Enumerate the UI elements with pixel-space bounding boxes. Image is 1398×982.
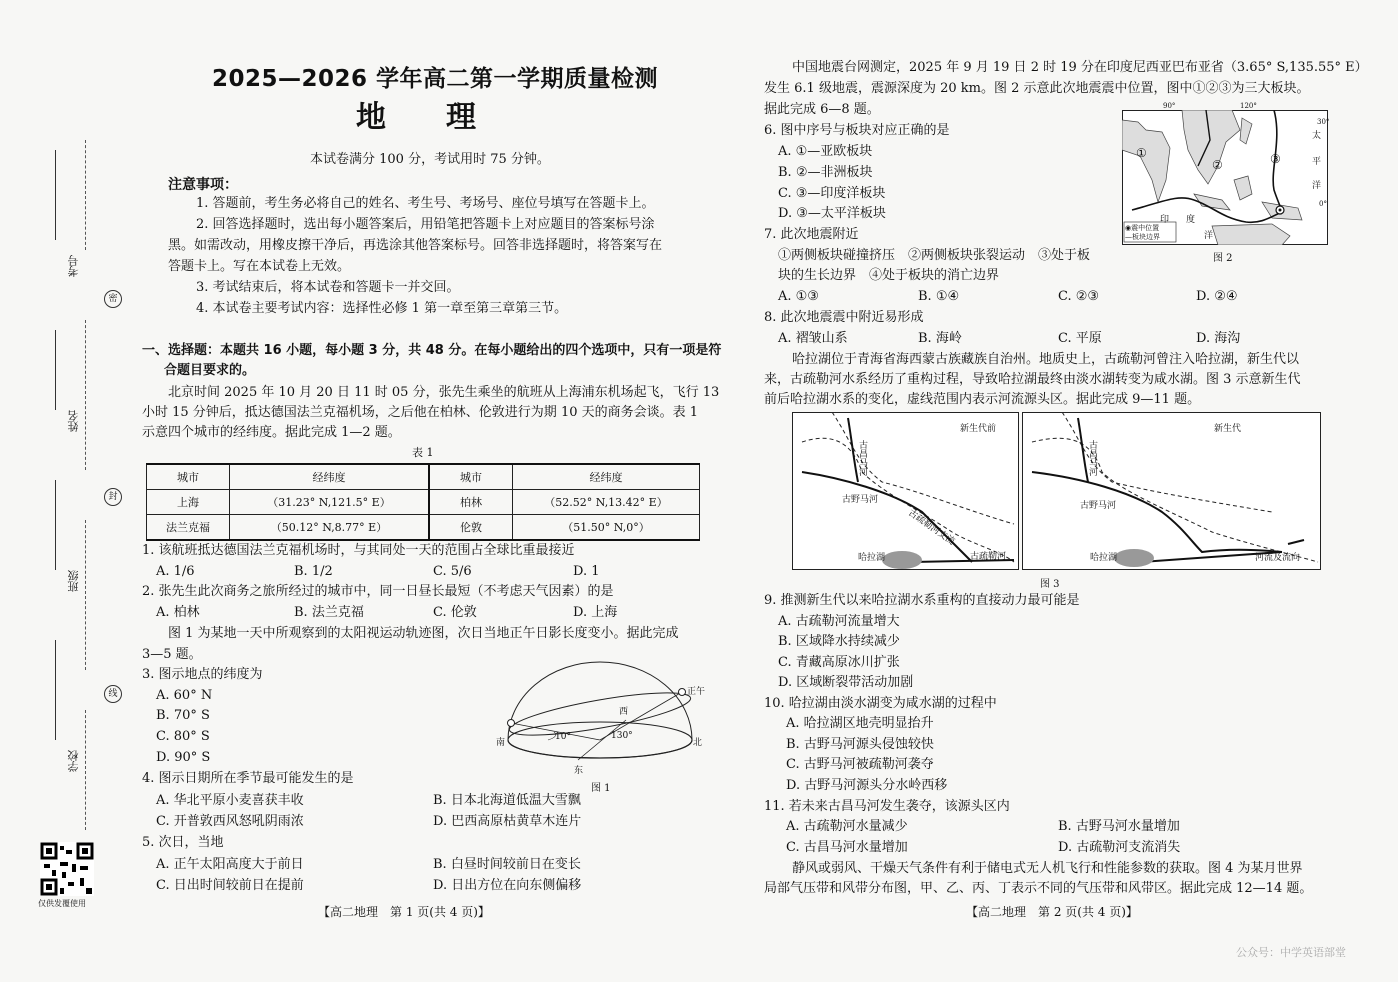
option: A. 正午太阳高度大于前日: [156, 857, 304, 872]
question-10: 10. 哈拉湖由淡水湖变为咸水湖的过程中: [764, 696, 997, 711]
option: A. 古疏勒河流量增大: [778, 614, 900, 629]
table-cell: 伦敦: [429, 515, 513, 541]
question-8: 8. 此次地震震中附近易形成: [764, 310, 924, 325]
option: B. 海岭: [918, 331, 962, 346]
fig2-label-lon: 90°: [1163, 102, 1176, 110]
option: A. 古疏勒河水量减少: [786, 819, 908, 834]
option: A. 哈拉湖区地壳明显抬升: [786, 716, 934, 731]
fig2-ocean-label: 洋: [1204, 231, 1214, 241]
question-11: 11. 若未来古昌马河发生袭夺，该源头区内: [764, 799, 1010, 814]
table-row: [147, 515, 700, 541]
option: A. ①—亚欧板块: [778, 144, 873, 159]
table-caption: 表 1: [412, 446, 434, 459]
option: B. 古野马河水量增加: [1058, 819, 1180, 834]
option: D. ③—太平洋板块: [778, 206, 886, 221]
table-header: 经纬度: [513, 464, 700, 490]
fig1-label-west: 西: [619, 707, 629, 717]
fig1-label-east: 东: [574, 766, 584, 776]
fig2-ocean-label: 太: [1312, 131, 1322, 141]
fig2-legend-epicenter: ◉震中位置: [1125, 224, 1160, 232]
fig3-left-title: 新生代前: [960, 424, 997, 434]
footer-page-2: 【高二地理 第 2 页(共 4 页)】: [966, 905, 1138, 919]
table-cell: 上海: [147, 490, 230, 515]
notice-line: 黑。如需改动，用橡皮擦干净后，再选涂其他答案标号。回答非选择题时，将答案写在: [168, 238, 663, 253]
notice-line: 4. 本试卷主要考试内容：选择性必修 1 第一章至第三章第三节。: [196, 301, 568, 316]
fig2-plate-3: ③: [1270, 152, 1281, 166]
option: A. 1/6: [156, 564, 195, 579]
notice-line: 1. 答题前，考生务必将自己的姓名、考生号、考场号、座位号填写在答题卡上。: [196, 196, 655, 211]
table-cell: （50.12° N,8.77° E）: [230, 515, 430, 541]
option: C. 5/6: [433, 564, 472, 579]
fig3-label: 哈拉湖: [1090, 553, 1118, 563]
fig2-label-lat: 0°: [1319, 200, 1327, 208]
fig1-label-angle: 130°: [611, 731, 633, 741]
option: C. ③—印度洋板块: [778, 186, 886, 201]
question-7-statement: ①两侧板块碰撞挤压 ②两侧板块张裂运动 ③处于板: [778, 248, 1091, 263]
passage-line: 发生 6.1 级地震，震源深度为 20 km。图 2 示意此次地震震中位置，图中①②③为三大板块。: [764, 81, 1310, 96]
option: B. 古野马河源头侵蚀较快: [786, 737, 934, 752]
table-header: 经纬度: [230, 464, 430, 490]
qr-code-icon: [40, 842, 94, 896]
option: C. 开普敦西风怒吼阴雨浓: [156, 814, 304, 829]
question-9: 9. 推测新生代以来哈拉湖水系重构的直接动力最可能是: [764, 593, 1080, 608]
score-note: 本试卷满分 100 分，考试用时 75 分钟。: [310, 152, 550, 167]
option: B. ②—非洲板块: [778, 165, 873, 180]
binding-line: [85, 710, 86, 830]
notice-line: 3. 考试结束后，将本试卷和答题卡一并交回。: [196, 280, 460, 295]
city-coordinates-table: [146, 463, 700, 541]
option: D. 古野马河源头分水岭西移: [786, 778, 948, 793]
table-cell: （31.23° N,121.5° E）: [230, 490, 430, 515]
fill-line: [55, 150, 56, 240]
fig3-label: 古疏勒河支流: [906, 508, 957, 548]
fig3-label: 古昌马河: [857, 440, 867, 476]
option: D. 上海: [573, 605, 618, 620]
option: C. 青藏高原冰川扩张: [778, 655, 900, 670]
passage-line: 局部气压带和风带分布图，甲、乙、丙、丁表示不同的气压带和风带区。据此完成 12—14 题。: [764, 881, 1313, 896]
table-row: [147, 490, 700, 515]
fig1-label-north: 北: [693, 738, 703, 748]
question-7-statement: 块的生长边界 ④处于板块的消亡边界: [778, 268, 1000, 283]
fig3-label: 古野马河: [842, 495, 879, 505]
table-cell: 柏林: [429, 490, 513, 515]
fill-line: [55, 480, 56, 570]
question-7: 7. 此次地震附近: [764, 227, 859, 242]
option: D. 区域断裂带活动加剧: [778, 675, 914, 690]
option: B. 70° S: [156, 708, 210, 723]
option: D. 海沟: [1196, 331, 1241, 346]
option: B. ①④: [918, 289, 960, 304]
option: B. 日本北海道低温大雪飘: [433, 793, 581, 808]
option: C. 古野马河被疏勒河袭夺: [786, 757, 934, 772]
figure-2-caption: 图 2: [1213, 253, 1233, 264]
binding-line: [85, 320, 86, 470]
fig2-label-lon: 120°: [1240, 102, 1257, 110]
option: C. ②③: [1058, 289, 1100, 304]
question-3: 3. 图示地点的纬度为: [142, 667, 263, 682]
footer-page-1: 【高二地理 第 1 页(共 4 页)】: [318, 905, 490, 919]
binding-line: [85, 520, 86, 670]
exam-title: 2025—2026 学年高二第一学期质量检测: [212, 66, 659, 92]
fig2-ocean-label: 平: [1312, 157, 1322, 167]
table-header: 城市: [429, 464, 513, 490]
table-cell: 法兰克福: [147, 515, 230, 541]
option: C. 80° S: [156, 729, 210, 744]
fig3-label: 哈拉湖: [858, 553, 886, 563]
figure-1-caption: 图 1: [591, 783, 611, 794]
table-header: 城市: [147, 464, 230, 490]
fig1-label-noon: 正午: [687, 687, 706, 697]
fill-line: [55, 640, 56, 740]
option: B. 白昼时间较前日在变长: [433, 857, 581, 872]
option: A. 华北平原小麦喜获丰收: [156, 793, 304, 808]
passage-line: 据此完成 6—8 题。: [764, 102, 880, 117]
fig3-label: 古野马河: [1080, 501, 1117, 511]
option: A. 60° N: [156, 688, 213, 703]
passage-line: 前后哈拉湖水系的变化，虚线范围内表示河流源头区。据此完成 9—11 题。: [764, 392, 1201, 407]
figure-3-caption: 图 3: [1040, 579, 1060, 590]
passage-line: 哈拉湖位于青海省海西蒙古族藏族自治州。地质史上，古疏勒河曾注入哈拉湖，新生代以: [792, 352, 1300, 367]
label-school: 学校: [67, 750, 80, 772]
option: D. ②④: [1196, 289, 1238, 304]
subject-title: 地 理: [356, 100, 476, 135]
notice-heading: 注意事项：: [168, 177, 238, 193]
passage-line: 小时 15 分钟后，抵达德国法兰克福机场，之后他在柏林、伦敦进行为期 10 天的商务会谈。表 1: [142, 405, 699, 420]
option: C. 日出时间较前日在提前: [156, 878, 304, 893]
passage-line: 中国地震台网测定，2025 年 9 月 19 日 2 时 19 分在印度尼西亚巴布亚省（3.65° S,135.55° E）: [792, 60, 1368, 75]
label-exam-number: 考号: [67, 255, 80, 277]
option: A. ①③: [778, 289, 819, 304]
option: B. 1/2: [294, 564, 333, 579]
table-cell: （52.52° N,13.42° E）: [513, 490, 700, 515]
fig3-legend: 河流及流向: [1255, 553, 1301, 563]
option: A. 褶皱山系: [778, 331, 848, 346]
fig2-ocean-label: 洋: [1312, 181, 1322, 191]
option: C. 古昌马河水量增加: [786, 840, 908, 855]
fill-line: [55, 330, 56, 410]
question-1: 1. 该航班抵达德国法兰克福机场时，与其同处一天的范围占全球比重最接近: [142, 543, 575, 558]
qr-caption: 仅供发覆使用: [38, 899, 86, 908]
fig1-label-angle: 10°: [555, 732, 571, 742]
fig1-label-south: 南: [496, 738, 506, 748]
binding-line: [85, 140, 86, 250]
figure-1-sun-path: [488, 648, 713, 790]
fig3-right-title: 新生代: [1214, 424, 1242, 434]
fig3-label: 古昌马河: [1087, 440, 1097, 476]
passage-line: 来，古疏勒河水系经历了重构过程，导致哈拉湖最终由淡水湖转变为咸水湖。图 3 示意新生代: [764, 372, 1301, 387]
fig2-plate-1: ①: [1136, 146, 1147, 160]
passage-line: 图 1 为某地一天中所观察到的太阳视运动轨迹图，次日当地正午日影长度变小。据此完成: [168, 626, 679, 641]
option: D. 1: [573, 564, 600, 579]
label-class: 班级: [67, 570, 80, 592]
passage-line: 3—5 题。: [142, 647, 202, 662]
fig2-ocean-label: 印: [1160, 215, 1170, 225]
question-5: 5. 次日，当地: [142, 835, 224, 850]
option: A. 柏林: [156, 605, 200, 620]
option: C. 伦敦: [433, 605, 477, 620]
option: D. 古疏勒河支流消失: [1058, 840, 1181, 855]
option: B. 法兰克福: [294, 605, 364, 620]
fig2-label-lat: 30°: [1317, 118, 1330, 126]
option: D. 90° S: [156, 750, 211, 765]
watermark: 公众号：中学英语部堂: [1236, 946, 1346, 959]
fig2-legend-boundary: —板块边界: [1125, 233, 1160, 241]
fig2-ocean-label: 度: [1186, 215, 1196, 225]
option: D. 日出方位在向东侧偏移: [433, 878, 582, 893]
question-2: 2. 张先生此次商务之旅所经过的城市中，同一日昼长最短（不考虑天气因素）的是: [142, 584, 614, 599]
section-heading: 一、选择题：本题共 16 小题，每小题 3 分，共 48 分。在每小题给出的四个选项中，只有一项是符: [142, 343, 722, 358]
section-heading: 合题目要求的。: [164, 363, 256, 378]
passage-line: 静风或弱风、干燥天气条件有利于储电式无人机飞行和性能参数的获取。图 4 为某月世界: [792, 861, 1303, 876]
option: B. 区域降水持续减少: [778, 634, 900, 649]
passage-line: 北京时间 2025 年 10 月 20 日 11 时 05 分，张先生乘坐的航班从上海浦东机场起飞，飞行 13: [168, 385, 720, 400]
seal-mark-xian: 线: [104, 685, 122, 703]
option: C. 平原: [1058, 331, 1102, 346]
question-6: 6. 图中序号与板块对应正确的是: [764, 123, 950, 138]
seal-mark-mi: 密: [104, 290, 122, 308]
notice-line: 2. 回答选择题时，选出每小题答案后，用铅笔把答题卡上对应题目的答案标号涂: [196, 217, 655, 232]
fig2-plate-2: ②: [1212, 158, 1223, 172]
table-cell: （51.50° N,0°）: [513, 515, 700, 541]
passage-line: 示意四个城市的经纬度。据此完成 1—2 题。: [142, 425, 401, 440]
label-name: 姓名: [67, 410, 80, 432]
question-4: 4. 图示日期所在季节最可能发生的是: [142, 771, 354, 786]
option: D. 巴西高原枯黄草木连片: [433, 814, 582, 829]
notice-line: 答题卡上。写在本试卷上无效。: [168, 259, 351, 274]
fig3-label: 古疏勒河: [970, 552, 1007, 562]
seal-mark-feng: 封: [104, 488, 122, 506]
